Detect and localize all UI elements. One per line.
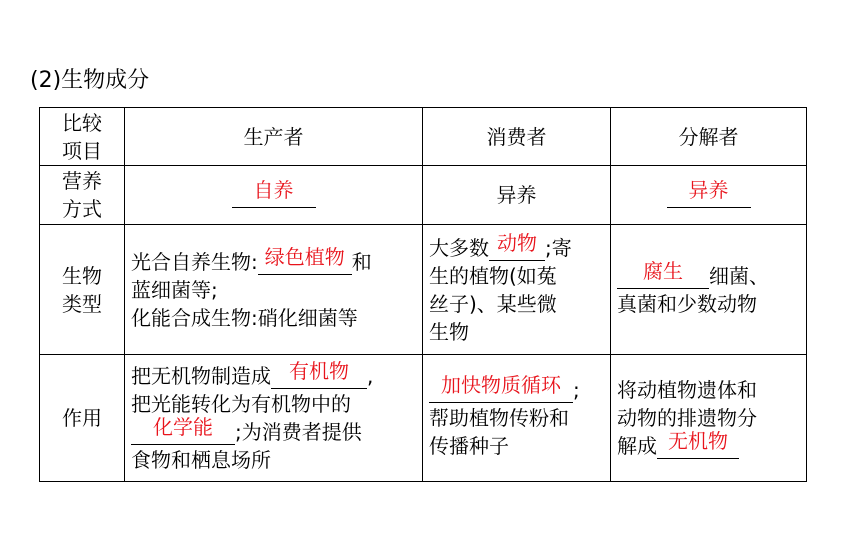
producer-types-line2: 蓝细菌等; bbox=[131, 277, 218, 302]
producer-roles-line3-suffix: ;为消费者提供 bbox=[235, 420, 362, 444]
answer-producer-types: 绿色植物 bbox=[264, 244, 345, 269]
consumer-types-prefix: 大多数 bbox=[429, 235, 489, 260]
cell-decomposer-nutrition bbox=[611, 166, 807, 225]
decomposer-types-suffix: 细菌、 bbox=[709, 263, 769, 288]
cell-consumer-nutrition: 异养 bbox=[423, 166, 611, 225]
answer-producer-roles-1: 有机物 bbox=[289, 359, 349, 383]
cell-consumer-roles bbox=[423, 355, 611, 482]
decomposer-roles-line3 bbox=[617, 429, 800, 460]
cell-producer-roles bbox=[125, 355, 423, 482]
cell-consumer-types bbox=[423, 225, 611, 355]
consumer-roles-line3: 传播种子 bbox=[429, 434, 509, 458]
blank-producer-roles-1 bbox=[271, 359, 367, 389]
producer-roles-line4: 食物和栖息场所 bbox=[131, 448, 271, 472]
answer-consumer-types: 动物 bbox=[497, 230, 537, 255]
consumer-roles-suffix: ; bbox=[573, 378, 580, 402]
blank-decomposer-types bbox=[617, 258, 709, 289]
row-roles bbox=[40, 355, 807, 482]
consumer-types-line1 bbox=[429, 230, 604, 262]
consumer-types-line4: 生物 bbox=[429, 319, 469, 344]
row-label-types: 生物 类型 bbox=[40, 225, 125, 355]
header-consumer: 消费者 bbox=[423, 108, 611, 166]
answer-decomposer-roles: 无机物 bbox=[668, 429, 728, 453]
header-decomposer: 分解者 bbox=[611, 108, 807, 166]
answer-decomposer-nutrition: 异养 bbox=[688, 178, 729, 202]
consumer-roles-line1 bbox=[429, 373, 604, 404]
row-types bbox=[40, 225, 807, 355]
consumer-types-suffix: ;寄 bbox=[545, 235, 572, 260]
blank-producer-types bbox=[258, 244, 352, 275]
blank-decomposer-roles bbox=[657, 429, 739, 459]
decomposer-types-line1 bbox=[617, 258, 800, 290]
blank-producer-nutrition bbox=[232, 178, 316, 208]
producer-roles-line1 bbox=[131, 359, 416, 390]
producer-roles-line2: 把光能转化为有机物中的 bbox=[131, 392, 351, 416]
answer-producer-roles-2: 化学能 bbox=[153, 415, 213, 439]
blank-producer-roles-2 bbox=[131, 415, 235, 445]
producer-roles-prefix: 把无机物制造成 bbox=[131, 364, 271, 388]
cell-producer-types bbox=[125, 225, 423, 355]
row-nutrition bbox=[40, 166, 807, 225]
decomposer-types-line2: 真菌和少数动物 bbox=[617, 291, 757, 316]
answer-decomposer-types: 腐生 bbox=[643, 258, 683, 283]
comparison-table bbox=[39, 107, 807, 482]
producer-types-suffix: 和 bbox=[351, 249, 372, 274]
decomposer-roles-line2: 动物的排遗物分 bbox=[617, 406, 757, 430]
decomposer-roles-line1: 将动植物遗体和 bbox=[617, 378, 757, 402]
cell-decomposer-types bbox=[611, 225, 807, 355]
blank-consumer-types bbox=[489, 230, 545, 261]
section-heading: (2)生物成分 bbox=[30, 68, 150, 93]
row-label-roles: 作用 bbox=[40, 355, 125, 482]
consumer-roles-line2: 帮助植物传粉和 bbox=[429, 406, 569, 430]
producer-roles-line3 bbox=[131, 415, 416, 446]
cell-producer-nutrition bbox=[125, 166, 423, 225]
header-compare-item bbox=[40, 108, 125, 166]
row-label-nutrition: 营养 方式 bbox=[40, 166, 125, 225]
producer-types-prefix: 光合自养生物: bbox=[131, 249, 258, 274]
consumer-types-line3: 丝子)、某些微 bbox=[429, 291, 557, 316]
answer-producer-nutrition: 自养 bbox=[253, 178, 294, 202]
cell-decomposer-roles bbox=[611, 355, 807, 482]
header-producer: 生产者 bbox=[125, 108, 423, 166]
consumer-types-line2: 生的植物(如菟 bbox=[429, 263, 557, 288]
header-row bbox=[40, 108, 807, 166]
decomposer-roles-prefix: 解成 bbox=[617, 434, 657, 458]
producer-types-line3: 化能合成生物:硝化细菌等 bbox=[131, 305, 358, 330]
producer-types-line1 bbox=[131, 244, 416, 276]
answer-consumer-roles: 加快物质循环 bbox=[441, 373, 561, 397]
header-compare-item-text: 比较 项目 bbox=[62, 110, 102, 163]
blank-consumer-roles bbox=[429, 373, 573, 403]
blank-decomposer-nutrition bbox=[667, 178, 751, 208]
producer-roles-suffix: , bbox=[367, 364, 374, 388]
